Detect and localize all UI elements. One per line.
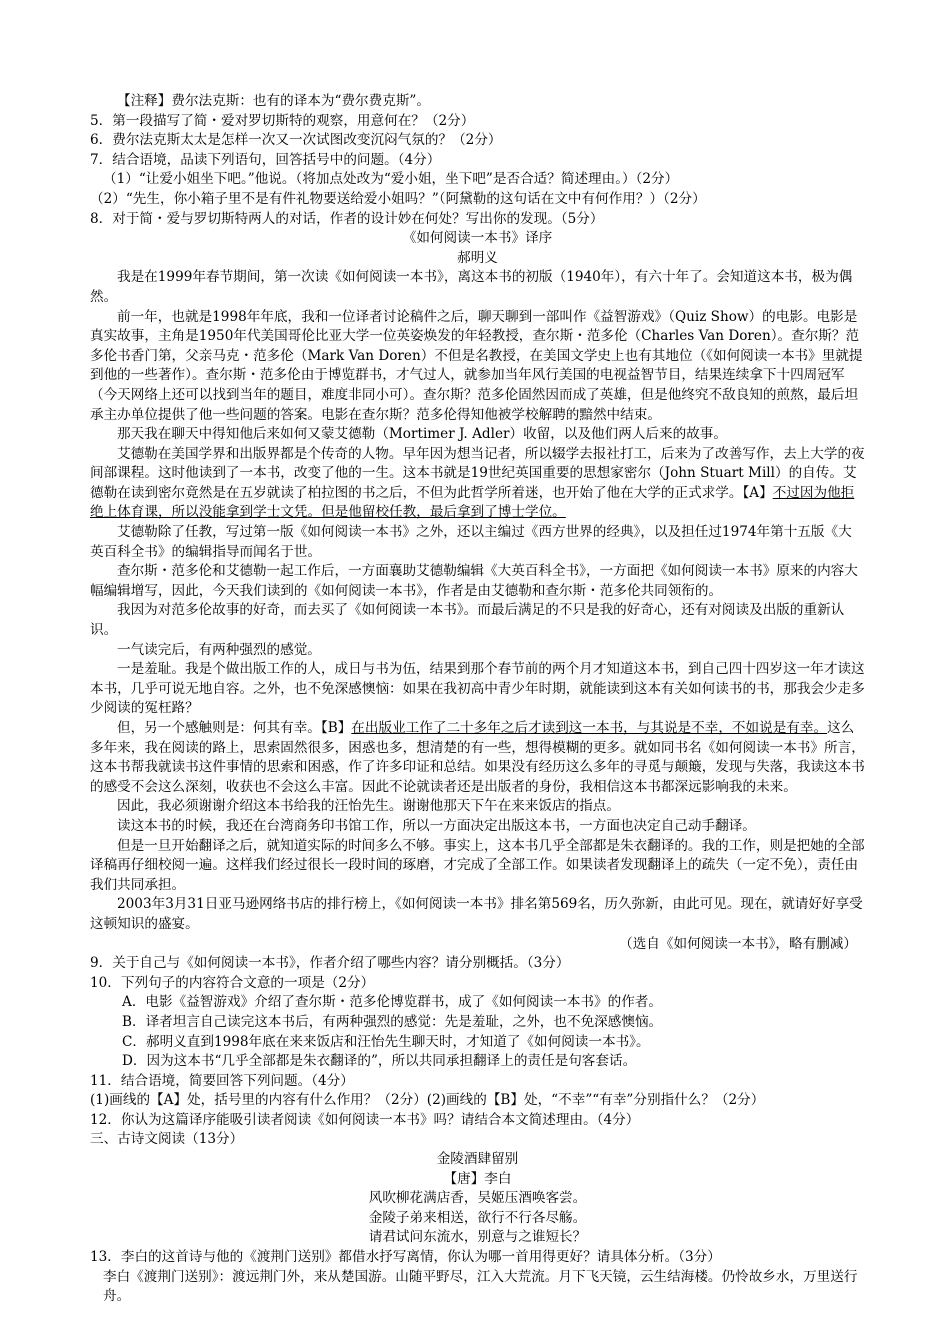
- article-paragraph: 我是在1999年春节期间，第一次读《如何阅读一本书》，离这本书的初版（1940年），有六十年了。会知道这本书，极为偶然。: [90, 269, 853, 305]
- underlined-sentence-b: 在出版业工作了二十多年之后才读到这一本书，与其说是不幸，不如说是有幸。: [351, 720, 828, 736]
- annotation-note: 【注释】费尔法克斯：也有的译本为“费尔费克斯”。: [117, 93, 430, 109]
- article-source: （选自《如何阅读一本书》，略有删减）: [619, 935, 857, 952]
- question-11: 11．结合语境，简要回答下列问题。（4分）: [90, 1072, 354, 1089]
- article-paragraph: [90, 719, 865, 797]
- question-7: 7．结合语境，品读下列语句，回答括号中的问题。（4分）: [90, 151, 441, 168]
- article-paragraph: 前一年，也就是1998年年底，我和一位译者讨论稿件之后，聊天聊到一部叫作《益智游戏》（Quiz Show）的电影。电影是真实故事，主角是1950年代美国哥伦比亚大学一位英姿焕发的年轻教授，查尔斯・范多伦（Charles Van Doren）。查尔斯？范多伦书香门第，父亲马克・范多伦（Mark Van Doren）不但是名教授，在美国文学史上也有其地位（《如何阅读一本书》里就提到他的一些著作）。查尔斯・范多伦由于博览群书，才气过人，就参加当年风行美国的电视益智节目，结果连续拿下十四周冠军（今天网络上还可以找到当年的题目，难度非同小可）。查尔斯？范多伦固然因而成了英雄，但是他终究不敌良知的煎熬，最后坦承主办单位提供了他一些问题的答案。电影在查尔斯？范多伦得知他被学校解聘的黯然中结束。: [90, 308, 863, 423]
- article-paragraph: 那天我在聊天中得知他后来如何又蒙艾德勒（Mortimer J. Adler）收留，以及他们两人后来的故事。: [117, 426, 727, 443]
- article-paragraph: 一气读完后，有两种强烈的感觉。: [117, 641, 321, 658]
- article-author: 郝明义: [457, 249, 498, 266]
- article-text: 艾德勒在美国学界和出版界都是个传奇的人物。早年因为想当记者，所以辍学去报社打工，后来为了改善写作，去上大学的夜间部课程。这时他读到了一本书，改变了他的一生。这本书就是19世纪英国重要的思想家密尔（John Stuart Mill）的自传。艾德勒在读到密尔竟然是在五岁就读了柏拉图的书之后，不但为此哲学所着迷，也开始了他在大学的正式求学。【A】: [90, 445, 865, 501]
- option-b: B．译者坦言自己读完这本书后，有两种强烈的感觉：先是羞耻，之外，也不免深感懊恼。: [122, 1013, 663, 1030]
- article-text: 但，另一个感触则是：何其有幸。【B】: [117, 720, 352, 736]
- question-11-sub: (1)画线的【A】处，括号里的内容有什么作用？（2分）(2)画线的【B】处，“不幸”“有幸”分别指什么？（2分）: [90, 1092, 765, 1109]
- question-13: 13．李白的这首诗与他的《渡荆门送别》都借水抒写离情，你认为哪一首用得更好？请具体分析。（3分）: [90, 1249, 721, 1266]
- poem-title: 金陵酒肆留别: [436, 1151, 519, 1168]
- article-paragraph: 但是一旦开始翻译之后，就知道实际的时间多么不够。事实上，这本书几乎全部都是朱衣翻译的。我的工作，则是把她的全部译稿再仔细校阅一遍。这样我们经过很长一段时间的琢磨，才完成了全部工作。如果读者发现翻译上的疏失（一定不免），责任由我们共同承担。: [90, 837, 865, 893]
- article-paragraph: 2003年3月31日亚马逊网络书店的排行榜上，《如何阅读一本书》排名第569名，历久弥新，由此可见。现在，就请好好享受这顿知识的盛宴。: [90, 896, 863, 932]
- option-a: A．电影《益智游戏》介绍了查尔斯・范多伦博览群书，成了《如何阅读一本书》的作者。: [122, 994, 662, 1011]
- article-title: 《如何阅读一本书》译序: [402, 230, 553, 247]
- question-7-1: （1）“让爱小姐坐下吧。”他说。（将加点处改为“爱小姐，坐下吧”是否合适？简述理由。）（2分）: [103, 171, 679, 188]
- question-5: 5．第一段描写了简・爱对罗切斯特的观察，用意何在？（2分）: [90, 112, 475, 129]
- article-paragraph: 艾德勒除了任教，写过第一版《如何阅读一本书》之外，还以主编过《西方世界的经典》，以及担任过1974年第十五版《大英百科全书》的编辑指导而闻名于世。: [90, 524, 852, 560]
- reference-poem: 李白《渡荆门送别》：渡远荆门外，来从楚国游。山随平野尽，江入大荒流。月下飞天镜，云生结海楼。仍怜故乡水，万里送行舟。: [103, 1268, 858, 1305]
- question-10: 10．下列句子的内容符合文意的一项是（2分）: [90, 974, 375, 991]
- question-12: 12．你认为这篇译序能吸引读者阅读《如何阅读一本书》吗？请结合本文简述理由。（4分）: [90, 1111, 640, 1128]
- poem-author: 【唐】李白: [443, 1170, 512, 1187]
- section-heading: 三、古诗文阅读（13分）: [90, 1131, 244, 1148]
- question-9: 9．关于自己与《如何阅读一本书》，作者介绍了哪些内容？请分别概括。（3分）: [90, 955, 570, 972]
- option-c: C．郝明义直到1998年底在来来饭店和汪怡先生聊天时，才知道了《如何阅读一本书》。: [122, 1033, 650, 1050]
- poem-line: 金陵子弟来相送，欲行不行各尽觞。: [368, 1209, 587, 1226]
- question-6: 6．费尔法克斯太太是怎样一次又一次试图改变沉闷气氛的？（2分）: [90, 132, 502, 149]
- article-paragraph: 一是羞耻。我是个做出版工作的人，成日与书为伍，结果到那个春节前的两个月才知道这本书，到自己四十四岁这一年才读这本书，几乎可说无地自容。之外，也不免深感懊恼：如果在我初高中青少年时期，就能读到这本有关如何读书的书，那我会少走多少阅读的冤枉路？: [90, 661, 865, 717]
- article-text: 这么多年来，我在阅读的路上，思索固然很多，困惑也多，想清楚的有一些，想得模糊的更多。就如同书名《如何阅读一本书》所言，这本书帮我就读书这件事情的思索和困惑，作了许多印证和总结。如果没有经历这么多年的寻觅与颠簸，发现与失落，我读这本书的感受不会这么深刻，收获也不会这么丰富。因此不论就读者还是出版者的身份，我相信这本书都深远影响我的未来。: [90, 720, 865, 795]
- article-paragraph: [90, 445, 865, 523]
- question-8: 8．对于简・爱与罗切斯特两人的对话，作者的设计妙在何处？写出你的发现。（5分）: [90, 210, 604, 227]
- article-paragraph: 因此，我必须谢谢介绍这本书给我的汪怡先生。谢谢他那天下午在来来饭店的指点。: [117, 798, 620, 815]
- article-paragraph: 读这本书的时候，我还在台湾商务印书馆工作，所以一方面决定出版这本书，一方面也决定自己动手翻译。: [117, 817, 756, 834]
- article-paragraph: 查尔斯・范多伦和艾德勒一起工作后，一方面襄助艾德勒编辑《大英百科全书》，一方面把《如何阅读一本书》原来的内容大幅编辑增写，因此，今天我们读到的《如何阅读一本书》，作者是由艾德勒和查尔斯・范多伦共同领衔的。: [90, 563, 858, 599]
- poem-line: 风吹柳花满店香，吴姬压酒唤客尝。: [368, 1190, 587, 1207]
- option-d: D．因为这本书“几乎全部都是朱衣翻译的”，所以共同承担翻译上的责任是句客套话。: [122, 1053, 637, 1070]
- article-paragraph: 我因为对范多伦故事的好奇，而去买了《如何阅读一本书》。而最后满足的不只是我的好奇心，还有对阅读及出版的重新认识。: [90, 602, 845, 639]
- exam-page: [90, 92, 865, 1307]
- underlined-sentence-a: 不过因为他拒绝上体育课，所以没能拿到学士文凭。但是他留校任教，最后拿到了博士学位。: [90, 484, 855, 521]
- poem-line: 请君试问东流水，别意与之谁短长？: [368, 1229, 587, 1246]
- question-7-2: （2）“先生，你小箱子里不是有件礼物要送给爱小姐吗？”（阿黛勒的这句话在文中有何作用？）（2分）: [90, 190, 706, 207]
